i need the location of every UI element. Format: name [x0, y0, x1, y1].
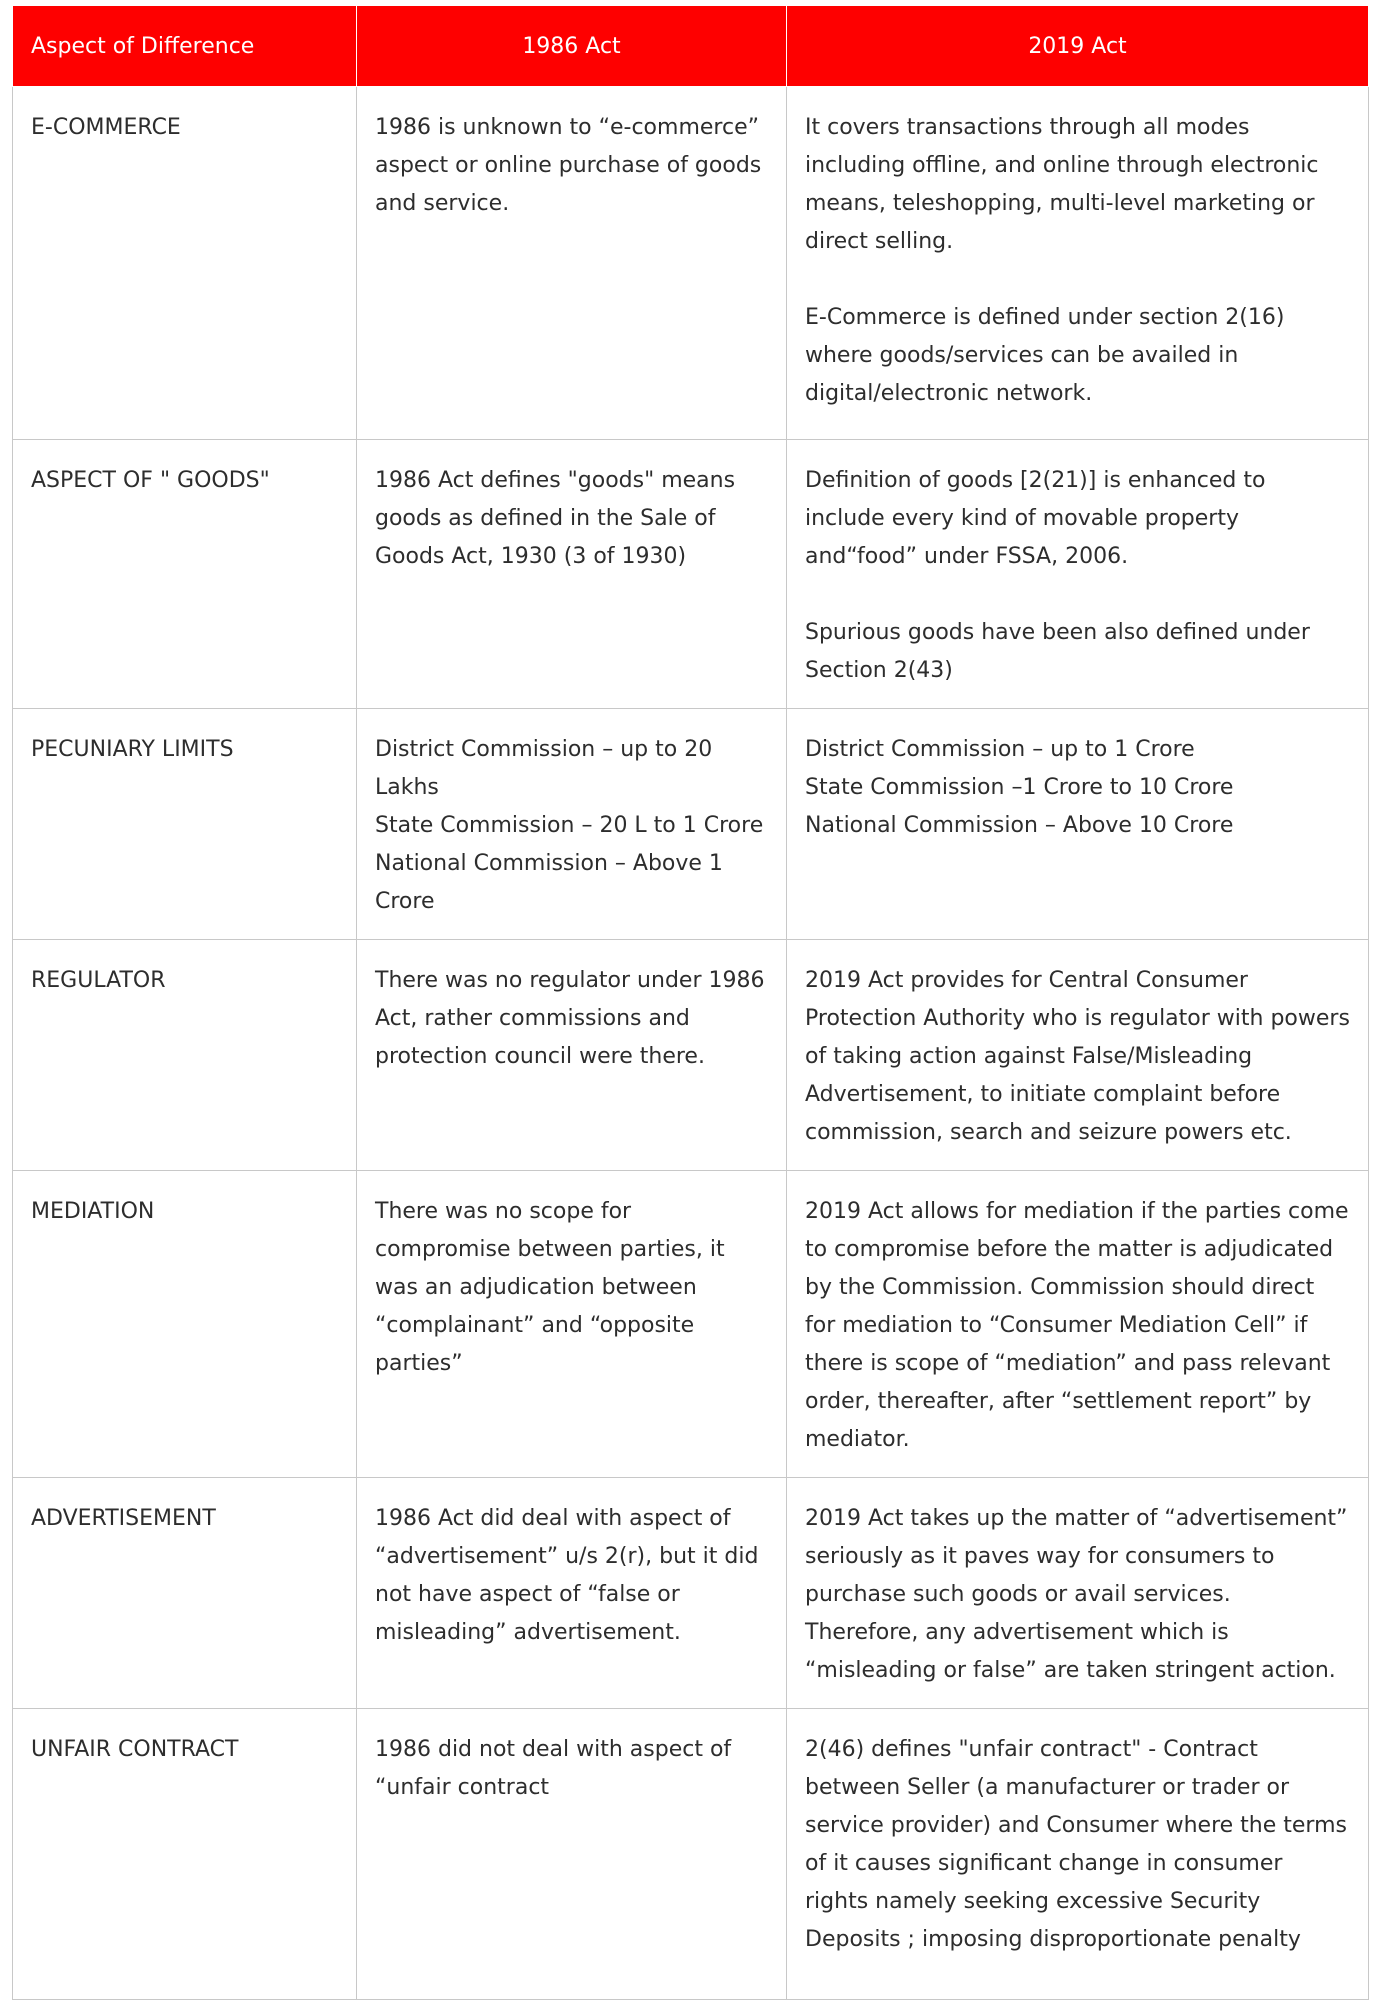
aspect-cell: REGULATOR [13, 940, 357, 1171]
table-row [13, 1171, 1369, 1478]
header-1986-act: 1986 Act [357, 6, 787, 87]
aspect-cell: PECUNIARY LIMITS [13, 709, 357, 940]
act-2019-cell [787, 87, 1369, 440]
cell-paragraph: 1986 is unknown to “e-commerce” aspect or online purchase of goods and service. [375, 115, 762, 216]
cell-paragraph: 1986 did not deal with aspect of “unfair contract [375, 1737, 732, 1800]
cell-paragraph: 1986 Act did deal with aspect of “advertisement” u/s 2(r), but it did not have aspect of “false or misleading” advertisement. [375, 1506, 759, 1645]
aspect-cell: ASPECT OF " GOODS" [13, 440, 357, 709]
cell-line: National Commission – Above 10 Crore [805, 813, 1234, 838]
cell-paragraph: 2(46) defines "unfair contract" - Contract between Seller (a manufacturer or trader or service provider) and Consumer where the terms of it causes significant change in consumer rights namely seeking excessive Security Deposits ; imposing disproportionate penalty [805, 1737, 1347, 1952]
act-2019-cell [787, 940, 1369, 1171]
cell-paragraph: Definition of goods [2(21)] is enhanced to include every kind of movable property and“food” under FSSA, 2006. [805, 468, 1266, 569]
table-header [13, 6, 1369, 87]
cell-paragraph: There was no regulator under 1986 Act, rather commissions and protection council were there. [375, 968, 765, 1069]
header-2019-act: 2019 Act [787, 6, 1369, 87]
act-1986-cell [357, 87, 787, 440]
comparison-table [12, 6, 1369, 2000]
cell-line: District Commission – up to 1 Crore [805, 737, 1195, 762]
aspect-cell: UNFAIR CONTRACT [13, 1709, 357, 2000]
act-2019-cell [787, 1171, 1369, 1478]
table-row [13, 87, 1369, 440]
act-1986-cell [357, 1171, 787, 1478]
cell-paragraph: There was no scope for compromise between parties, it was an adjudication between “complainant” and “opposite parties” [375, 1199, 725, 1376]
table-row [13, 1478, 1369, 1709]
cell-paragraph: 2019 Act allows for mediation if the parties come to compromise before the matter is adjudicated by the Commission. Commission should direct for mediation to “Consumer Mediation Cell” if there is scope of “mediation” and pass relevant order, thereafter, after “settlement report” by mediator. [805, 1199, 1349, 1452]
cell-paragraph: 2019 Act takes up the matter of “advertisement” seriously as it paves way for consumers to purchase such goods or avail services. Therefore, any advertisement which is “misleading or false” are taken stringent action. [805, 1506, 1348, 1683]
cell-paragraph: It covers transactions through all modes including offline, and online through electronic means, teleshopping, multi-level marketing or direct selling. [805, 115, 1319, 254]
table-row [13, 440, 1369, 709]
cell-line: State Commission –1 Crore to 10 Crore [805, 775, 1234, 800]
act-1986-cell [357, 440, 787, 709]
table-row [13, 1709, 1369, 2000]
aspect-cell: ADVERTISEMENT [13, 1478, 357, 1709]
act-1986-cell [357, 709, 787, 940]
table-body [13, 87, 1369, 2000]
table-row [13, 940, 1369, 1171]
cell-paragraph: 2019 Act provides for Central Consumer Protection Authority who is regulator with powers of taking action against False/Misleading Advertisement, to initiate complaint before commission, search and seizure powers etc. [805, 968, 1350, 1145]
cell-line: National Commission – Above 1 Crore [375, 851, 723, 914]
cell-paragraph: E-Commerce is defined under section 2(16) where goods/services can be availed in digital/electronic network. [805, 305, 1285, 406]
act-2019-cell [787, 440, 1369, 709]
table-row [13, 709, 1369, 940]
header-aspect: Aspect of Difference [13, 6, 357, 87]
cell-line: State Commission – 20 L to 1 Crore [375, 813, 764, 838]
act-1986-cell [357, 940, 787, 1171]
act-2019-cell [787, 709, 1369, 940]
act-1986-cell [357, 1709, 787, 2000]
aspect-cell: E-COMMERCE [13, 87, 357, 440]
act-2019-cell [787, 1478, 1369, 1709]
act-2019-cell [787, 1709, 1369, 2000]
cell-line: District Commission – up to 20 Lakhs [375, 737, 713, 800]
cell-paragraph: 1986 Act defines "goods" means goods as defined in the Sale of Goods Act, 1930 (3 of 1930) [375, 468, 736, 569]
act-1986-cell [357, 1478, 787, 1709]
aspect-cell: MEDIATION [13, 1171, 357, 1478]
cell-paragraph: Spurious goods have been also defined under Section 2(43) [805, 620, 1310, 683]
header-row [13, 6, 1369, 87]
